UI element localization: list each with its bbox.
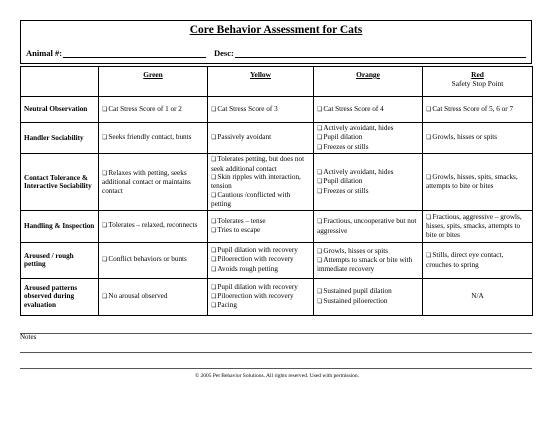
column-header-green: Green: [99, 67, 208, 97]
cell-yellow: [208, 154, 314, 210]
checkbox-item[interactable]: ❏ Cautious /conflicted with petting: [211, 191, 310, 209]
checkbox-item[interactable]: ❏ Stills, direct eye contact, crouches to spring: [426, 251, 529, 269]
checkbox-item[interactable]: ❏ Tries to escape: [211, 226, 310, 235]
cell-orange: [314, 210, 423, 242]
description-label: Desc:: [214, 48, 234, 58]
row-label: Contact Tolerance & Interactive Sociability: [21, 154, 99, 210]
cell-red: [423, 97, 533, 123]
cell-yellow: [208, 123, 314, 154]
safety-stop-label: Safety Stop Point: [451, 79, 504, 89]
row-label: Handler Sociability: [21, 123, 99, 154]
checkbox-item[interactable]: ❏ Sustained pupil dilation: [317, 287, 419, 296]
table-row: [21, 97, 533, 123]
checkbox-item[interactable]: ❏ Seeks friendly contact, bunts: [102, 133, 204, 142]
row-label: Handling & Inspection: [21, 210, 99, 242]
checkbox-item[interactable]: ❏ Pupil dilation with recovery: [211, 246, 310, 255]
checkbox-item[interactable]: ❏ Pupil dilation: [317, 133, 419, 142]
checkbox-item[interactable]: ❏ Fractious, aggressive – growls, hisses, spits, smacks, attempts to bite or bites: [426, 213, 529, 239]
copyright-footer: © 2005 Pet Behavior Solutions. All rights reserved. Used with permission.: [194, 373, 360, 379]
checkbox-item[interactable]: ❏ Growls, hisses, spits, smacks, attempts to bite or bites: [426, 173, 529, 191]
checkbox-item[interactable]: ❏ No arousal observed: [102, 292, 204, 301]
page-title: Core Behavior Assessment for Cats: [189, 24, 363, 36]
table-row: [21, 278, 533, 315]
animal-number-line: [63, 48, 206, 58]
table-row: [21, 154, 533, 210]
checkbox-item[interactable]: ❏ Pupil dilation: [317, 177, 419, 186]
cell-green: [99, 278, 208, 315]
cell-yellow: [208, 210, 314, 242]
column-header-red: Red Safety Stop Point: [423, 67, 533, 97]
cell-red: [423, 154, 533, 210]
checkbox-item[interactable]: ❏ Conflict behaviors or bunts: [102, 255, 204, 264]
checkbox-item[interactable]: ❏ Skin ripples with interaction, tension: [211, 173, 310, 191]
checkbox-item[interactable]: ❏ Piloerection with recovery: [211, 255, 310, 264]
cell-green: [99, 242, 208, 278]
column-header-yellow: Yellow: [208, 67, 314, 97]
checkbox-item[interactable]: ❏ Piloerection with recovery: [211, 292, 310, 301]
cell-yellow: [208, 278, 314, 315]
checkbox-item[interactable]: ❏ Relaxes with petting, seeks additional contact or maintains contact: [102, 169, 204, 195]
checkbox-item[interactable]: ❏ Actively avoidant, hides: [317, 168, 419, 177]
header-box: [20, 20, 532, 64]
table-row: [21, 242, 533, 278]
checkbox-item[interactable]: ❏ Tolerates petting, but does not seek additional contact: [211, 155, 310, 173]
field-row: [26, 48, 526, 62]
notes-line-1[interactable]: [20, 333, 532, 334]
cell-red: [423, 210, 533, 242]
notes-line-3[interactable]: [20, 368, 532, 369]
cell-yellow: [208, 97, 314, 123]
table-row: [21, 123, 533, 154]
checkbox-item[interactable]: ❏ Freezes or stills: [317, 187, 419, 196]
checkbox-item[interactable]: ❏ Cat Stress Score of 5, 6 or 7: [426, 105, 529, 114]
checkbox-item[interactable]: ❏ Freezes or stills: [317, 143, 419, 152]
checkbox-item[interactable]: ❏ Cat Stress Score of 4: [317, 105, 419, 114]
checkbox-item[interactable]: ❏ Fractious, uncooperative but not aggressive: [317, 217, 419, 235]
row-label: Neutral Observation: [21, 97, 99, 123]
cell-orange: [314, 97, 423, 123]
cell-orange: [314, 242, 423, 278]
row-label: Aroused patterns observed during evaluation: [21, 278, 99, 315]
checkbox-item[interactable]: ❏ Pacing: [211, 301, 310, 310]
checkbox-item[interactable]: ❏ Passively avoidant: [211, 133, 310, 142]
checkbox-item[interactable]: ❏ Sustained piloerection: [317, 297, 419, 306]
checkbox-item[interactable]: ❏ Cat Stress Score of 3: [211, 105, 310, 114]
checkbox-item[interactable]: ❏ Tolerates – relaxed, reconnects: [102, 221, 204, 230]
checkbox-item[interactable]: ❏ Growls, hisses or spits: [317, 247, 419, 256]
header-row: [21, 67, 533, 97]
row-label: Aroused / rough petting: [21, 242, 99, 278]
corner-cell: [21, 67, 99, 97]
cell-green: [99, 123, 208, 154]
column-header-orange: Orange: [314, 67, 423, 97]
cell-orange: [314, 123, 423, 154]
cell-green: [99, 97, 208, 123]
description-line: [235, 48, 526, 58]
checkbox-item[interactable]: ❏ Cat Stress Score of 1 or 2: [102, 105, 204, 114]
checkbox-item[interactable]: ❏ Growls, hisses or spits: [426, 133, 529, 142]
checkbox-item[interactable]: ❏ Actively avoidant, hides: [317, 124, 419, 133]
checkbox-item[interactable]: ❏ Pupil dilation with recovery: [211, 283, 310, 292]
description-field[interactable]: [214, 48, 526, 58]
cell-yellow: [208, 242, 314, 278]
checkbox-item[interactable]: ❏ Tolerates – tense: [211, 217, 310, 226]
assessment-table: [20, 66, 533, 316]
cell-orange: [314, 278, 423, 315]
animal-number-field[interactable]: [26, 48, 206, 58]
cell-orange: [314, 154, 423, 210]
checkbox-item[interactable]: ❏ Avoids rough petting: [211, 265, 310, 274]
cell-red: [423, 123, 533, 154]
table-row: [21, 210, 533, 242]
cell-green: [99, 154, 208, 210]
animal-number-label: Animal #:: [26, 48, 63, 58]
cell-green: [99, 210, 208, 242]
notes-line-2[interactable]: [20, 352, 532, 353]
notes-label: Notes: [20, 333, 37, 341]
checkbox-item[interactable]: ❏ Attempts to smack or bite with immediate recovery: [317, 256, 419, 274]
cell-red: [423, 242, 533, 278]
cell-red: N/A: [423, 278, 533, 315]
